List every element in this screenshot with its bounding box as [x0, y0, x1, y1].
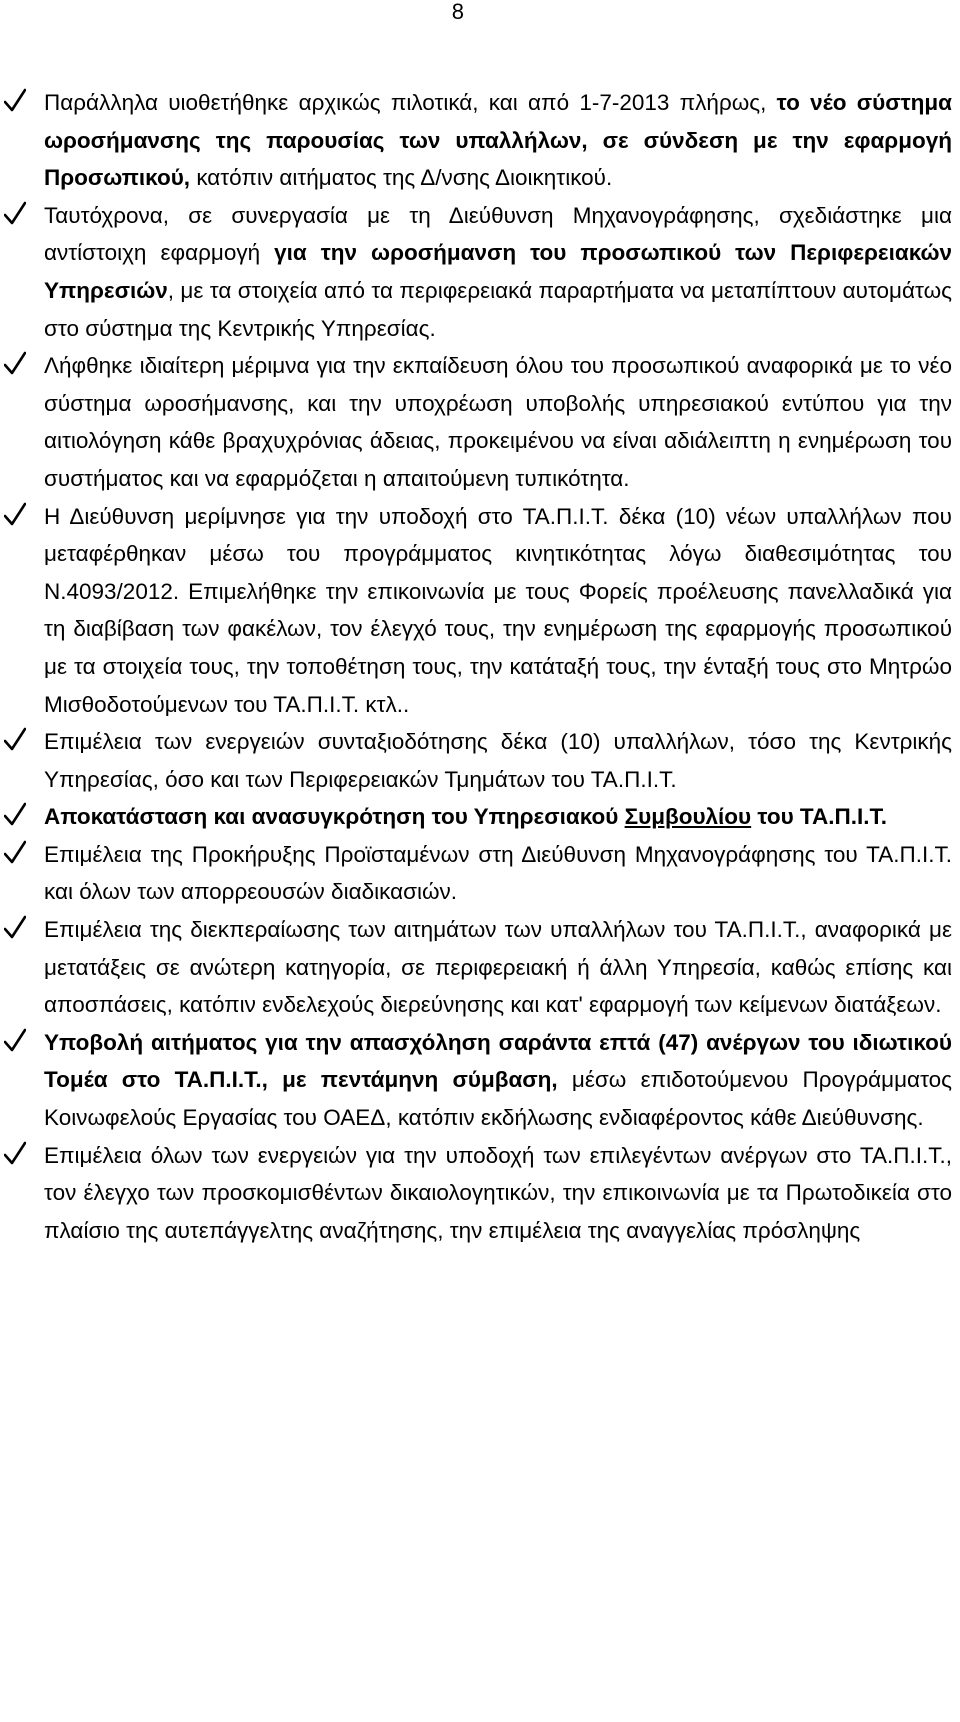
item-text: Επιμέλεια των ενεργειών συνταξιοδότησης δέκα (10) υπαλλήλων, τόσο της Κεντρικής Υπηρεσίας, όσο και των Περιφερειακών Τμημάτων του ΤΑ.Π.Ι.Τ.	[44, 729, 952, 792]
checkmark-icon	[4, 88, 26, 114]
item-text: μέσω επιδοτούμενου Προγράμματος Κοινωφελούς Εργασίας του ΟΑΕΔ, κατόπιν εκδήλωσης ενδιαφέροντος κάθε Διεύθυνσης.	[44, 1067, 952, 1131]
item-text: Επιμέλεια της διεκπεραίωσης των αιτημάτων των υπαλλήλων του ΤΑ.Π.Ι.Τ., αναφορικά με μετατάξεις σε ανώτερη κατηγορία, σε περιφερειακή ή άλλη Υπηρεσία, καθώς επίσης και αποσπάσεις, κατόπιν ενδελεχούς διερεύνησης και κατ' εφαρμογή των κείμενων διατάξεων.	[44, 917, 952, 1018]
checkmark-icon	[4, 1028, 26, 1054]
list-item	[0, 1137, 960, 1250]
checkmark-icon	[4, 1141, 26, 1167]
checkmark-icon	[4, 351, 26, 377]
list-item	[0, 798, 960, 836]
item-bold-underlined-text: Συμβουλίου	[624, 804, 752, 830]
item-text: Παράλληλα υιοθετήθηκε αρχικώς πιλοτικά, και από 1-7-2013 πλήρως,	[44, 90, 777, 115]
checkmark-icon	[4, 915, 26, 941]
bullet-list	[0, 84, 960, 1249]
item-bold-text: Υποβολή αιτήματος για την απασχόληση σαράντα επτά (47) ανέργων του ιδιωτικού Τομέα στο ΤΑ.Π.Ι.Τ., με πεντάμηνη σύμβαση,	[44, 1029, 952, 1093]
list-item	[0, 1024, 960, 1137]
item-bold-text: το νέο σύστημα ωροσήμανσης της παρουσίας των υπαλλήλων, σε σύνδεση με την εφαρμογή Προσωπικού,	[44, 90, 952, 191]
checkmark-icon	[4, 840, 26, 866]
item-text: Επιμέλεια της Προκήρυξης Προϊσταμένων στη Διεύθυνση Μηχανογράφησης του ΤΑ.Π.Ι.Τ. και όλων των απορρεουσών διαδικασιών.	[44, 841, 952, 905]
item-text: κατόπιν αιτήματος της Δ/νσης Διοικητικού.	[190, 165, 613, 191]
list-item	[0, 836, 960, 911]
item-bold-text: Αποκατάσταση και ανασυγκρότηση του Υπηρεσιακού	[44, 804, 625, 830]
checkmark-icon	[4, 201, 26, 227]
page-number-text: 8	[451, 0, 464, 24]
list-item	[0, 197, 960, 347]
item-text: Η Διεύθυνση μερίμνησε για την υποδοχή στο ΤΑ.Π.Ι.Τ. δέκα (10) νέων υπαλλήλων που μεταφέρθηκαν μέσω του προγράμματος κινητικότητας λόγω διαθεσιμότητας του Ν.4093/2012. Επιμελήθηκε την επικοινωνία με τους Φορείς προέλευσης πανελλαδικά για τη διαβίβαση των φακέλων, τον έλεγχό τους, την ενημέρωση της εφαρμογής προσωπικού με τα στοιχεία τους, την τοποθέτηση τους, την κατάταξή τους, την ένταξή τους στο Μητρώο Μισθοδοτούμενων του ΤΑ.Π.Ι.Τ. κτλ..	[44, 503, 952, 717]
list-item	[0, 911, 960, 1024]
item-bold-text: για την ωροσήμανση του προσωπικού των Περιφερειακών Υπηρεσιών	[44, 240, 953, 303]
item-text: Ταυτόχρονα, σε συνεργασία με τη Διεύθυνση Μηχανογράφησης, σχεδιάστηκε μια αντίστοιχη εφαρμογή	[44, 202, 952, 266]
checkmark-icon	[4, 502, 26, 528]
page-number	[0, 0, 960, 24]
item-text: Λήφθηκε ιδιαίτερη μέριμνα για την εκπαίδευση όλου του προσωπικού αναφορικά με το νέο σύστημα ωροσήμανσης, και την υποχρέωση υποβολής υπηρεσιακού εντύπου για την αιτιολόγηση κάθε βραχυχρόνιας άδειας, προκειμένου να είναι αδιάλειπτη η ενημέρωση του συστήματος και να εφαρμόζεται η απαιτούμενη τυπικότητα.	[44, 353, 952, 491]
checkmark-icon	[4, 727, 26, 753]
checkmark-icon	[4, 802, 26, 828]
item-text: Επιμέλεια όλων των ενεργειών για την υποδοχή των επιλεγέντων ανέργων στο ΤΑ.Π.Ι.Τ., τον έλεγχο των προσκομισθέντων δικαιολογητικών, την επικοινωνία με τα Πρωτοδικεία στο πλαίσιο της αυτεπάγγελτης αναζήτησης, την επιμέλεια της αναγγελίας πρόσληψης	[44, 1142, 952, 1243]
item-text: , με τα στοιχεία από τα περιφερειακά παραρτήματα να μεταπίπτουν αυτομάτως στο σύστημα της Κεντρικής Υπηρεσίας.	[44, 277, 952, 341]
list-item	[0, 347, 960, 497]
list-item	[0, 84, 960, 197]
list-item	[0, 498, 960, 724]
list-item	[0, 723, 960, 798]
item-bold-text: του ΤΑ.Π.Ι.Τ.	[751, 804, 888, 830]
